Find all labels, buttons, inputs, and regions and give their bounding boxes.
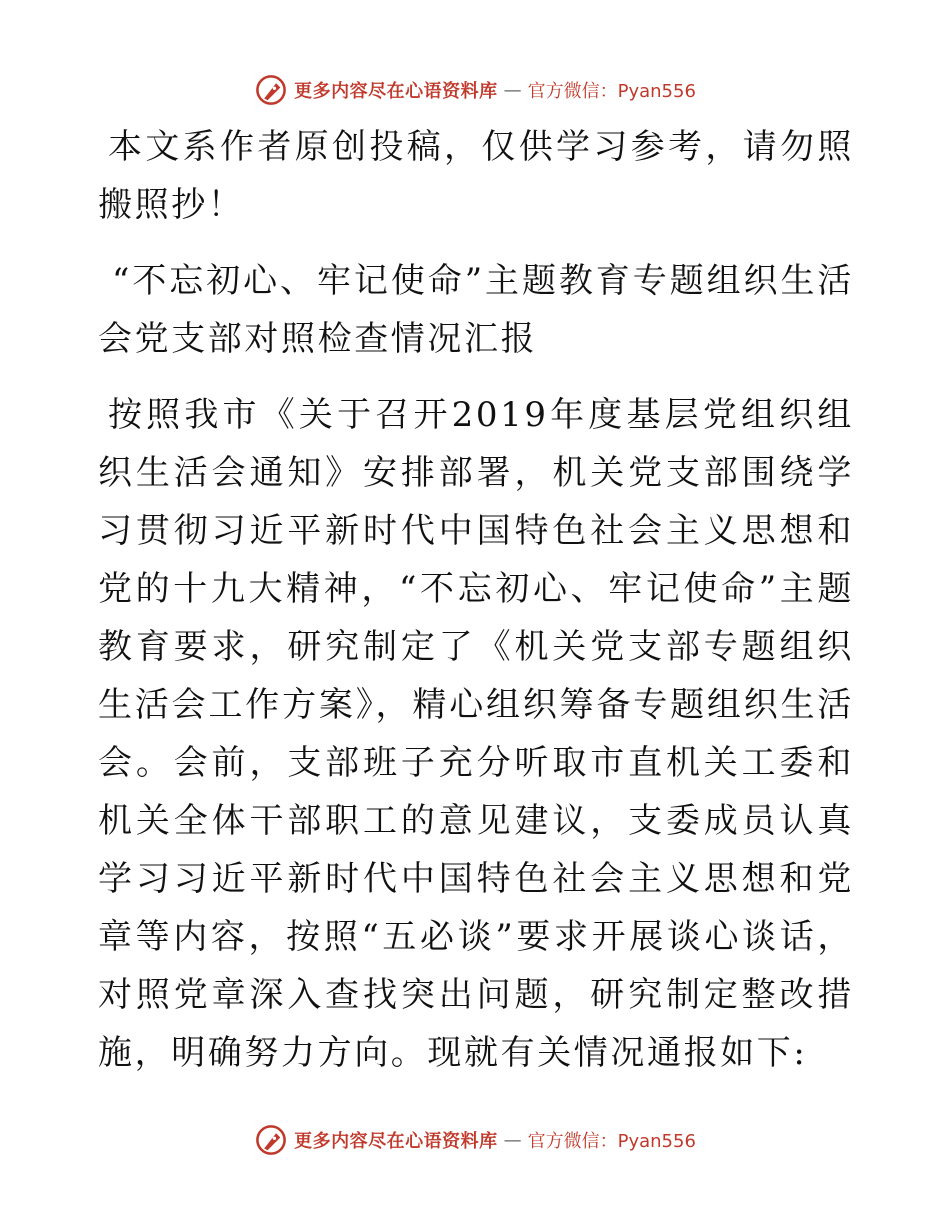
copyright-note: 本文系作者原创投稿，仅供学习参考，请勿照搬照抄！ <box>98 127 854 225</box>
banner-site-name: 更多内容尽在心语资料库 <box>294 1131 498 1152</box>
pen-nib-logo-icon <box>254 1123 288 1157</box>
document-body <box>98 118 854 1082</box>
body-paragraph: 按照我市《关于召开2019年度基层党组织组织生活会通知》安排部署，机关党支部围绕学习贯彻习近平新时代中国特色社会主义思想和党的十九大精神，“不忘初心、牢记使命”主题教育要求，研究制定了《机关党支部专题组织生活会工作方案》，精心组织筹备专题组织生活会。会前，支部班子充分听取市直机关工委和机关全体干部职工的意见建议，支委成员认真学习习近平新时代中国特色社会主义思想和党章等内容，按照“五必谈”要求开展谈心谈话，对照党章深入查找突出问题，研究制定整改措施，明确努力方向。现就有关情况通报如下: <box>98 395 854 1073</box>
banner-separator: — <box>503 79 522 101</box>
banner-separator: — <box>503 1129 522 1151</box>
footer-banner <box>0 1120 950 1160</box>
pen-nib-logo-icon <box>254 73 288 107</box>
document-title: “不忘初心、牢记使命”主题教育专题组织生活会党支部对照检查情况汇报 <box>98 261 854 359</box>
banner-contact: 官方微信：Pyan556 <box>527 81 696 102</box>
header-banner <box>0 70 950 110</box>
banner-contact: 官方微信：Pyan556 <box>527 1131 696 1152</box>
banner-site-name: 更多内容尽在心语资料库 <box>294 81 498 102</box>
